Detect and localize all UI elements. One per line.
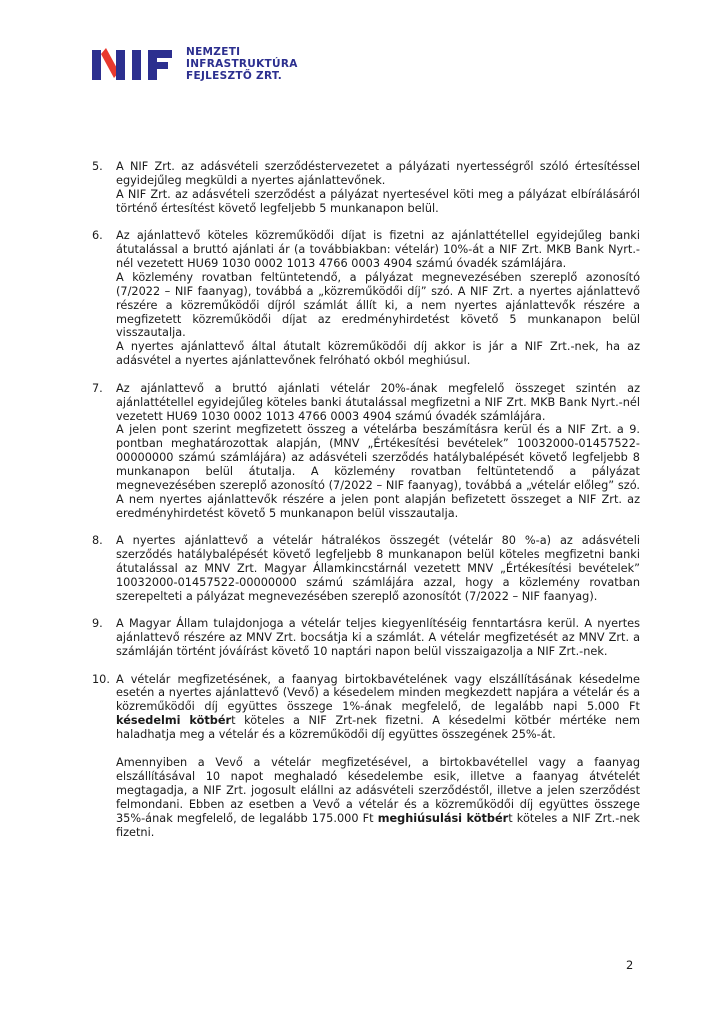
- logo-company-name: [186, 46, 298, 82]
- numbered-item: [92, 382, 640, 521]
- paragraph-text: A Magyar Állam tulajdonjoga a vételár teljes kiegyenlítéséig fenntartásra kerül. A nyertes ajánlattevő részére az MNV Zrt. bocsátja ki a számlát. A vételár megfizetését az MNV Zrt. a számláján történt jóváírást követő 10 naptári napon belül visszaigazolja a NIF Zrt.-nek.: [116, 617, 640, 659]
- paragraph-text: Az ajánlattevő köteles közreműködői díjat is fizetni az ajánlattétellel egyidejűleg banki átutalással a bruttó ajánlati ár (a továbbiakban: vételár) 10%-át a NIF Zrt. MKB Bank Nyrt.-nél vezetett HU69 1030 0002 1013 4766 0003 4904 számú óvadék számlájára.: [116, 229, 640, 270]
- item-body: [116, 229, 640, 368]
- item-body: [116, 534, 640, 604]
- numbered-item: [92, 673, 640, 840]
- nif-logo: [92, 44, 298, 84]
- item-paragraph: [116, 271, 640, 341]
- numbered-item: [92, 160, 640, 216]
- paragraph-text: A jelen pont szerint megfizetett összeg a vételárba beszámításra kerül és a NIF Zrt. a 9. pontban meghatározottak alapján, (MNV „Értékesítési bevételek” 10032000-01457522-00000000 számú számlájára) az adásvételi szerződés hatálybalépését követő legfeljebb 8 munkanapon belül átutalja. A közlemény rovatban feltüntetendő a pályázat megnevezésében szereplő azonosító (7/2022 – NIF faanyag), továbbá a „vételár előleg” szó. A nem nyertes ajánlattevők részére a jelen pont alapján befizetett összeget a NIF Zrt. az eredményhirdetést követő 5 munkanapon belül visszautalja.: [116, 423, 640, 520]
- item-paragraph: [116, 617, 640, 659]
- item-paragraph: [116, 229, 640, 271]
- item-body: [116, 160, 640, 216]
- item-paragraph: [116, 423, 640, 520]
- paragraph-text: A NIF Zrt. az adásvételi szerződéstervezetet a pályázati nyertességről szóló értesítéssel egyidejűleg megküldi a nyertes ajánlattevőnek.: [116, 160, 640, 187]
- item-paragraph: [116, 673, 640, 743]
- item-paragraph: [116, 756, 640, 839]
- page-number: 2: [626, 958, 634, 972]
- item-body: [116, 382, 640, 521]
- bold-term: meghiúsulási kötbér: [377, 811, 509, 825]
- item-paragraph: [116, 160, 640, 188]
- item-number: 6.: [92, 229, 103, 243]
- numbered-item: [92, 534, 640, 604]
- item-paragraph: [116, 382, 640, 424]
- item-body: [116, 617, 640, 659]
- logo-line-3: FEJLESZTŐ ZRT.: [186, 70, 283, 82]
- bold-term: késedelmi kötbér: [116, 714, 232, 728]
- item-paragraph: [116, 188, 640, 216]
- item-number: 10.: [92, 672, 110, 686]
- item-number: 5.: [92, 160, 103, 173]
- document-body: [92, 160, 640, 853]
- paragraph-text: A NIF Zrt. az adásvételi szerződést a pályázat nyertesével köti meg a pályázat elbírálásáról történő értesítést követő legfeljebb 5 munkanapon belül.: [116, 187, 640, 215]
- paragraph-text: A nyertes ajánlattevő a vételár hátralékos összegét (vételár 80 %-a) az adásvételi szerződés hatálybalépését követő legfeljebb 8 munkanapon belül köteles megfizetni banki átutalással az MNV Zrt. Magyar Államkincstárnál vezetett MNV „Értékesítési bevételek” 10032000-01457522-00000000 számú számlájára azzal, hogy a közlemény rovatban szerepelteti a pályázat megnevezésében szereplő azonosítót (7/2022 – NIF faanyag).: [116, 534, 640, 603]
- paragraph-text: Az ajánlattevő a bruttó ajánlati vételár 20%-ának megfelelő összeget szintén az ajánlattétellel egyidejűleg köteles banki átutalással megfizetni a NIF Zrt. MKB Bank Nyrt.-nél vezetett HU69 1030 0002 1013 4766 0003 4904 számú óvadék számlájára.: [116, 381, 640, 423]
- item-number: 8.: [92, 534, 103, 548]
- paragraph-text: Amennyiben a Vevő a vételár megfizetésével, a birtokbavétellel vagy a faanyag elszállításával 10 napot meghaladó késedelembe esik, illetve a faanyag átvételét megtagadja, a NIF Zrt. jogosult elállni az adásvételi szerződéstől, illetve a jelen szerződést felmondani. Ebben az esetben a Vevő a vételár és a közreműködői díj együttes összege 35%-ának megfelelő, de legalább 175.000 Ft: [116, 756, 640, 825]
- numbered-item: [92, 229, 640, 368]
- item-paragraph: [116, 340, 640, 368]
- item-number: 9.: [92, 617, 103, 631]
- paragraph-text: A vételár megfizetésének, a faanyag birtokbavételének vagy elszállításának késedelme esetén a nyertes ajánlattevő (Vevő) a késedelem minden megkezdett napjára a vételár és a közreműködői díj együttes összege 1%-ának megfelelő, de legalább napi 5.000 Ft: [116, 672, 640, 714]
- logo-line-2: INFRASTRUKTÚRA: [186, 58, 298, 70]
- logo-line-1: NEMZETI: [186, 46, 241, 58]
- item-paragraph: [116, 534, 640, 604]
- item-body: [116, 673, 640, 840]
- nif-logo-mark-icon: [92, 44, 176, 84]
- item-number: 7.: [92, 381, 103, 395]
- paragraph-text: t köteles a NIF Zrt.-nek fizetni.: [116, 811, 640, 839]
- paragraph-text: A közlemény rovatban feltüntetendő, a pályázat megnevezésében szereplő azonosító (7/2022 – NIF faanyag), továbbá a „közreműködői díj” szó. A NIF Zrt. a nyertes ajánlattevő részére a közreműködői díjról számlát állít ki, a nem nyertes ajánlattevők részére a megfizetett közreműködői díjat az eredményhirdetést követő 5 munkanapon belül visszautalja.: [116, 270, 640, 340]
- paragraph-text: t köteles a NIF Zrt-nek fizetni. A késedelmi kötbér mértéke nem haladhatja meg a vételár és a közreműködői díj együttes összegének 25%-át.: [116, 714, 640, 742]
- numbered-item: [92, 617, 640, 659]
- paragraph-text: A nyertes ajánlattevő által átutalt közreműködői díj akkor is jár a NIF Zrt.-nek, ha az adásvétel a nyertes ajánlattevőnek felróható okból meghiúsul.: [116, 340, 640, 368]
